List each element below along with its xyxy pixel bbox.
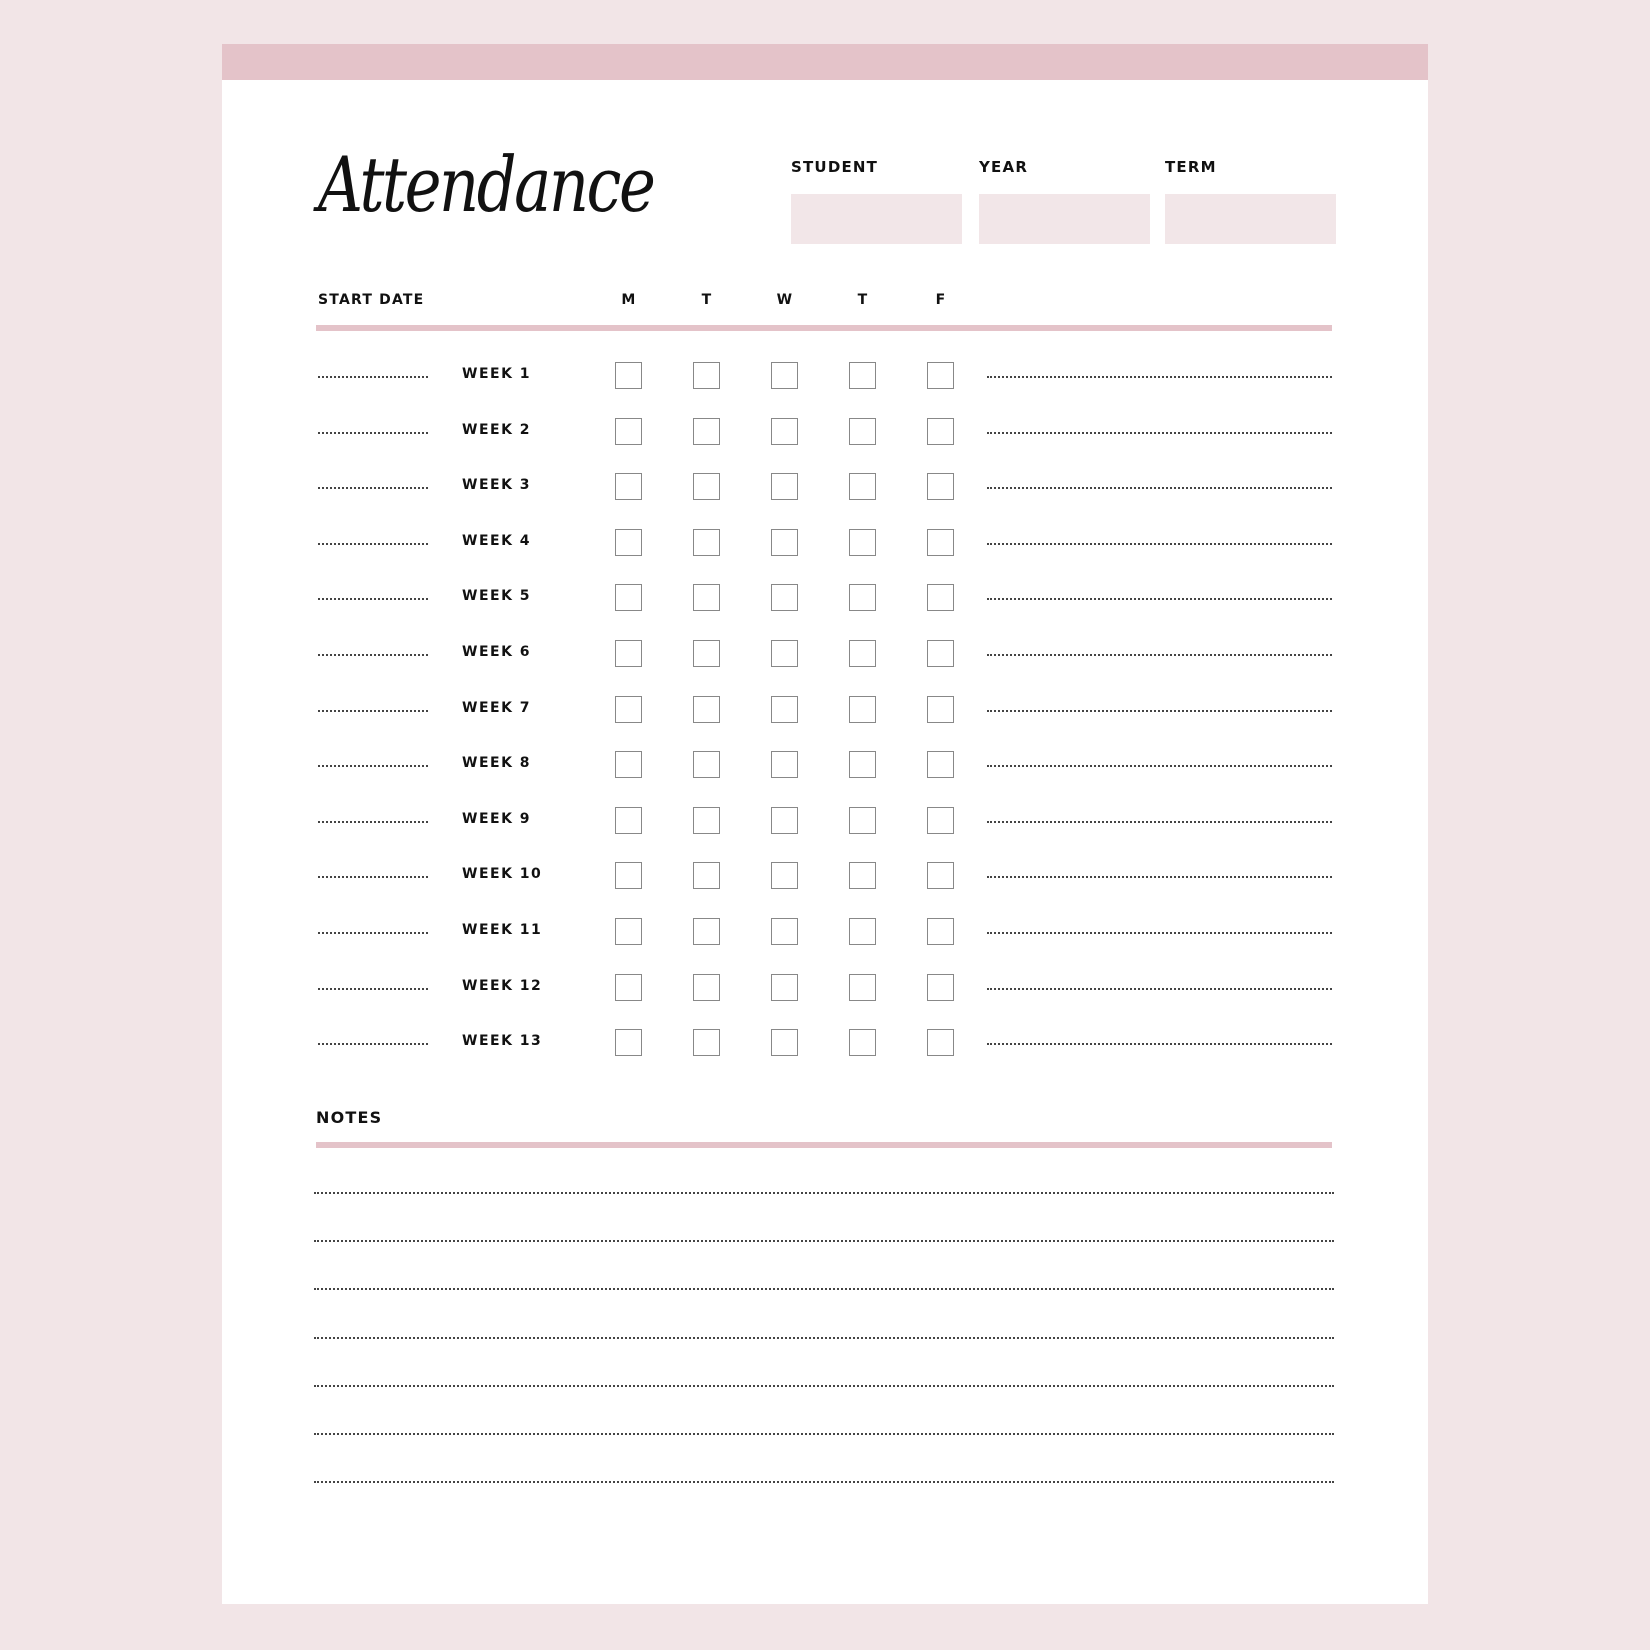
attendance-checkbox[interactable] — [849, 918, 876, 945]
start-date-input[interactable] — [318, 598, 428, 600]
day-header: T — [701, 292, 713, 308]
week-comment-line[interactable] — [987, 988, 1332, 990]
page-title: Attendance — [318, 140, 654, 229]
attendance-checkbox[interactable] — [927, 1029, 954, 1056]
attendance-checkbox[interactable] — [615, 584, 642, 611]
attendance-checkbox[interactable] — [771, 696, 798, 723]
week-label: WEEK 9 — [462, 810, 532, 827]
attendance-checkbox[interactable] — [771, 529, 798, 556]
attendance-checkbox[interactable] — [927, 974, 954, 1001]
attendance-checkbox[interactable] — [771, 918, 798, 945]
attendance-checkbox[interactable] — [849, 1029, 876, 1056]
attendance-checkbox[interactable] — [927, 696, 954, 723]
attendance-checkbox[interactable] — [849, 362, 876, 389]
attendance-checkbox[interactable] — [615, 529, 642, 556]
attendance-checkbox[interactable] — [849, 584, 876, 611]
week-label: WEEK 13 — [462, 1033, 543, 1050]
attendance-checkbox[interactable] — [615, 974, 642, 1001]
week-label: WEEK 8 — [462, 755, 532, 772]
start-date-input[interactable] — [318, 932, 428, 934]
attendance-checkbox[interactable] — [615, 696, 642, 723]
attendance-checkbox[interactable] — [927, 362, 954, 389]
notes-line[interactable] — [314, 1433, 1334, 1435]
attendance-checkbox[interactable] — [771, 1029, 798, 1056]
week-comment-line[interactable] — [987, 710, 1332, 712]
attendance-checkbox[interactable] — [771, 974, 798, 1001]
year-label: YEAR — [979, 158, 1029, 176]
start-date-input[interactable] — [318, 710, 428, 712]
table-divider — [316, 325, 1332, 331]
attendance-checkbox[interactable] — [849, 640, 876, 667]
attendance-checkbox[interactable] — [693, 584, 720, 611]
week-label: WEEK 2 — [462, 421, 532, 438]
week-comment-line[interactable] — [987, 765, 1332, 767]
attendance-checkbox[interactable] — [693, 418, 720, 445]
attendance-checkbox[interactable] — [693, 807, 720, 834]
attendance-checkbox[interactable] — [771, 751, 798, 778]
attendance-checkbox[interactable] — [849, 974, 876, 1001]
week-label: WEEK 1 — [462, 366, 532, 382]
week-comment-line[interactable] — [987, 432, 1332, 434]
attendance-checkbox[interactable] — [615, 473, 642, 500]
attendance-checkbox[interactable] — [849, 807, 876, 834]
attendance-checkbox[interactable] — [771, 418, 798, 445]
attendance-checkbox[interactable] — [771, 862, 798, 889]
attendance-checkbox[interactable] — [849, 862, 876, 889]
week-label: WEEK 5 — [462, 588, 532, 605]
week-label: WEEK 4 — [462, 532, 532, 549]
attendance-checkbox[interactable] — [927, 918, 954, 945]
week-comment-line[interactable] — [987, 1043, 1332, 1045]
day-header: W — [776, 292, 794, 308]
attendance-checkbox[interactable] — [849, 751, 876, 778]
attendance-checkbox[interactable] — [693, 918, 720, 945]
term-label: TERM — [1165, 158, 1217, 176]
week-label: WEEK 10 — [462, 866, 543, 883]
attendance-checkbox[interactable] — [615, 362, 642, 389]
week-label: WEEK 3 — [462, 477, 532, 494]
start-date-input[interactable] — [318, 765, 428, 767]
attendance-checkbox[interactable] — [693, 529, 720, 556]
start-date-input[interactable] — [318, 876, 428, 878]
notes-line[interactable] — [314, 1385, 1334, 1387]
day-header: T — [857, 292, 869, 308]
attendance-checkbox[interactable] — [849, 529, 876, 556]
attendance-checkbox[interactable] — [693, 473, 720, 500]
attendance-checkbox[interactable] — [693, 362, 720, 389]
attendance-checkbox[interactable] — [771, 362, 798, 389]
attendance-checkbox[interactable] — [693, 862, 720, 889]
notes-divider — [316, 1142, 1332, 1148]
start-date-input[interactable] — [318, 376, 428, 378]
attendance-checkbox[interactable] — [849, 418, 876, 445]
week-comment-line[interactable] — [987, 487, 1332, 489]
attendance-checkbox[interactable] — [615, 918, 642, 945]
start-date-input[interactable] — [318, 821, 428, 823]
week-label: WEEK 11 — [462, 922, 543, 938]
attendance-checkbox[interactable] — [927, 418, 954, 445]
start-date-header: START DATE — [318, 292, 425, 308]
attendance-checkbox[interactable] — [771, 473, 798, 500]
attendance-checkbox[interactable] — [849, 473, 876, 500]
attendance-checkbox[interactable] — [615, 418, 642, 445]
attendance-checkbox[interactable] — [693, 751, 720, 778]
term-field[interactable] — [1165, 194, 1336, 244]
week-label: WEEK 7 — [462, 699, 532, 716]
attendance-checkbox[interactable] — [771, 640, 798, 667]
header-bar — [222, 44, 1428, 80]
student-label: STUDENT — [791, 158, 879, 176]
notes-line[interactable] — [314, 1337, 1334, 1339]
attendance-checkbox[interactable] — [693, 640, 720, 667]
week-label: WEEK 6 — [462, 644, 532, 660]
week-label: WEEK 12 — [462, 977, 543, 994]
notes-label: NOTES — [316, 1108, 383, 1127]
notes-line[interactable] — [314, 1240, 1334, 1242]
week-comment-line[interactable] — [987, 654, 1332, 656]
attendance-checkbox[interactable] — [615, 862, 642, 889]
attendance-sheet — [222, 44, 1428, 1604]
week-comment-line[interactable] — [987, 543, 1332, 545]
year-field[interactable] — [979, 194, 1150, 244]
week-comment-line[interactable] — [987, 821, 1332, 823]
week-comment-line[interactable] — [987, 598, 1332, 600]
attendance-checkbox[interactable] — [693, 974, 720, 1001]
attendance-checkbox[interactable] — [615, 807, 642, 834]
attendance-checkbox[interactable] — [927, 807, 954, 834]
start-date-input[interactable] — [318, 988, 428, 990]
notes-line[interactable] — [314, 1192, 1334, 1194]
week-comment-line[interactable] — [987, 376, 1332, 378]
attendance-checkbox[interactable] — [615, 1029, 642, 1056]
attendance-checkbox[interactable] — [771, 807, 798, 834]
day-header: M — [621, 292, 637, 308]
attendance-checkbox[interactable] — [693, 696, 720, 723]
attendance-checkbox[interactable] — [849, 696, 876, 723]
attendance-checkbox[interactable] — [615, 751, 642, 778]
attendance-checkbox[interactable] — [927, 862, 954, 889]
attendance-checkbox[interactable] — [927, 751, 954, 778]
start-date-input[interactable] — [318, 432, 428, 434]
attendance-checkbox[interactable] — [927, 640, 954, 667]
start-date-input[interactable] — [318, 487, 428, 489]
attendance-checkbox[interactable] — [927, 584, 954, 611]
day-header: F — [935, 292, 947, 308]
start-date-input[interactable] — [318, 1043, 428, 1045]
attendance-checkbox[interactable] — [693, 1029, 720, 1056]
student-field[interactable] — [791, 194, 962, 244]
attendance-checkbox[interactable] — [927, 529, 954, 556]
notes-line[interactable] — [314, 1481, 1334, 1483]
week-comment-line[interactable] — [987, 876, 1332, 878]
attendance-checkbox[interactable] — [615, 640, 642, 667]
week-comment-line[interactable] — [987, 932, 1332, 934]
start-date-input[interactable] — [318, 543, 428, 545]
notes-line[interactable] — [314, 1288, 1334, 1290]
attendance-checkbox[interactable] — [771, 584, 798, 611]
start-date-input[interactable] — [318, 654, 428, 656]
attendance-checkbox[interactable] — [927, 473, 954, 500]
